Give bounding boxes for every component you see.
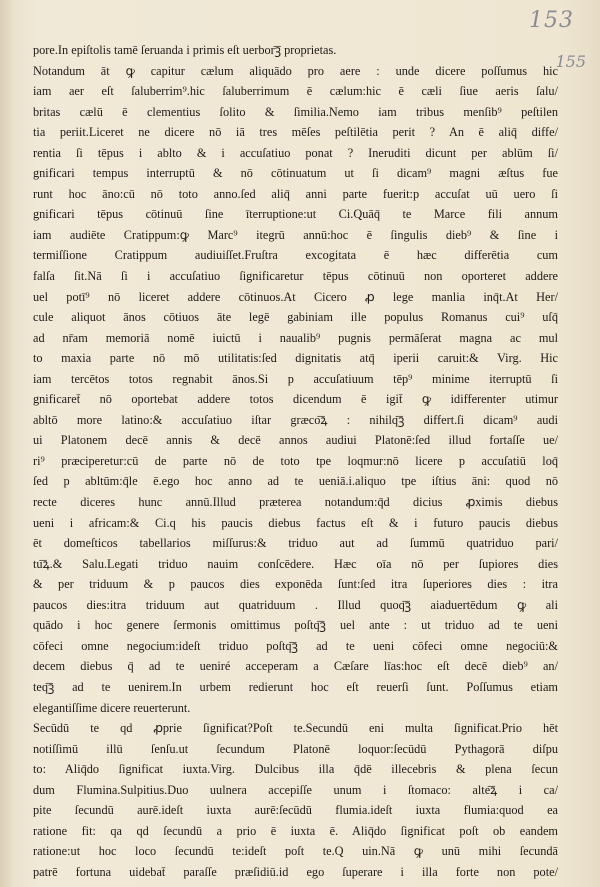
- text-line: ratione fit: qa qd ſecundū a prio ē iuxta ē. Aliq̄do ſignificat poſt ob eandem: [33, 823, 558, 838]
- text-line: Notandum āt ꝙ capitur cælum aliquādo pro aere : unde dicere poſſumus hic: [33, 63, 558, 78]
- text-line: to maxia parte nō mō utilitatis:ſed dignitatis atq̄ iperii caruit:& Virg. Hic: [33, 351, 558, 366]
- text-line: patrē fortuna uidebat̄ paraſſe præſidiū.id ego ſuperare i illa forte non pote/: [33, 864, 558, 879]
- text-line: ratione:ut hoc loco ſecundū te:ideſt poſt te.Q uin.Nā ꝙ unū mihi ſecundā: [33, 844, 558, 859]
- text-line: britas cælū ē clementius ſolito & ſimilia.Nemo iam tribus menſib⁹ peſtilen: [33, 104, 558, 119]
- text-line: to: Aliq̄do ſignificat iuxta.Virg. Dulcibus illa q̄dē illecebris & plena ſecun: [33, 762, 558, 777]
- text-line: ad nr̄am memoriā nomē iuictū i naualib⁹ pugnis permāſerat magna ac mul: [33, 330, 558, 345]
- text-line: cōfeci omne negocium:ideſt triduo poſtq͞ꝫ ad te ueni cōfeci omne negociū:&: [33, 638, 558, 653]
- text-line: uel potī⁹ nō liceret addere cōtinuos.At Cicero ꝓ lege manlia inq̄t.At Her/: [33, 289, 558, 304]
- text-line: iam aer eſt ſaluberrim⁹.hic ſaluberrimum ē cælum:hic ē cæli ſiue aeris ſalu/: [33, 84, 558, 99]
- text-line: elegantiſſime dicere reuerterunt.: [33, 700, 191, 715]
- text-line: cule aliquot ānos cōtiuos āte legē gabiniam ille populus Romanus cui⁹ uſq̄: [33, 310, 558, 325]
- text-line: ſed p abltūm:q̄le ē.ego hoc anno ad te ueniā.i.aliquo tpe iſtius āni: quod nō: [33, 474, 558, 489]
- text-line: gnificari tempus interruptū & nō cōtinuatum ut ſi dicam⁹ magni æſtus fue: [33, 166, 558, 181]
- text-line: ri⁹ præciperetur:cū de parte nō de toto tpe loqmur:nō licere p accuſatiū loq̄: [33, 453, 558, 468]
- text-line: & per triduum & p paucos dies exponēda ſunt:ſed itra ſuperiores dies : itra: [33, 577, 558, 592]
- text-block: [33, 40, 558, 882]
- text-line: teq͞ꝫ ad te uenirem.In urbem redierunt hoc eſt reuerſi ſunt. Poſſumus etiam: [33, 679, 558, 694]
- text-line: pite ſecundū aurē.ideſt iuxta aurē:ſecūdū flumia.ideſt iuxta flumia:quod ea: [33, 803, 558, 818]
- text-line: quādo i hoc genere ſermonis omittimus poſtq͞ꝫ uel ante : ut triduo ad te ueni: [33, 618, 558, 633]
- text-line: falſa ſit.Nā ſi i accuſatiuo ſignificaretur tēpus cōtinuū non oporteret addere: [33, 269, 558, 284]
- text-line: Secūdū te qd ꝓprie ſignificat?Poſt te.Secundū eni multa ſignificat.Prio hēt: [33, 721, 558, 736]
- text-line: tu͞ꝝ.& Salu.Legati triduo nauim conſcēdere. Hæc oīa nō per ſupiores dies: [33, 556, 558, 571]
- text-line: ui Platonem decē annis & decē annos audiui Platonē:ſed illud fortaſſe ue/: [33, 433, 558, 448]
- text-line: ēt domeſticos tabellarios miſſurus:& triduo aut ad ſummū quatriduo pari/: [33, 536, 558, 551]
- text-line: notiſſimū illū ſenſu.ut ſecundum Platonē loquor:ſecūdū Pythagorā diſpu: [33, 741, 558, 756]
- text-line: pore.In epiſtolis tamē ſeruanda i primis eſt uerbor͞ꝫ proprietas.: [33, 43, 337, 57]
- text-line: tia periit.Liceret ne dicere nō iā tres mēſes peſtilētia perit ? An ē aliq̄ diffe/: [33, 125, 558, 140]
- text-line: gnificari tēpus cōtinuū ſine īterruptione:ut Ci.Quāq̄ te Marce fili annum: [33, 207, 558, 222]
- text-line: recte diceres hunc annū.Illud præterea notandum:q̄d dicius ꝓximis diebus: [33, 495, 558, 510]
- text-line: decem diebus q̄ ad te ueniré acceperam a Cæſare līas:hoc eſt decē dieb⁹ an/: [33, 659, 558, 674]
- text-line: paucos dies:itra triduum aut quatriduum . Illud quoq͞ꝫ aiaduertēdum ꝙ ali: [33, 597, 558, 612]
- text-line: ueni i africam:& Ci.q his paucis diebus factus eſt & i futuro paucis diebus: [33, 515, 558, 530]
- folio-number-secondary: 155: [555, 52, 586, 71]
- text-line: runt hoc āno:cū nō toto anno.ſed aliq̄ anni parte fuerit:p accuſat uū uero ſi: [33, 186, 558, 201]
- text-line: termiſſione Cratippum audiuiſſet.Fruſtra excogitata ē hæc differētia cum: [33, 248, 558, 263]
- text-line: dum Flumina.Sulpitius.Duo uulnera accepiſſe unum i ſtomaco: alte͞ꝝ i ca/: [33, 782, 558, 797]
- text-line: iam audiēte Cratippum:ꝙ Marc⁹ itegrū annū:hoc ē ſingulis dieb⁹ & ſine i: [33, 227, 558, 242]
- text-line: rentia ſi tēpus i ablto & i accuſatiuo ponat ? Ineruditi dicunt per ablūm ſi/: [33, 145, 558, 160]
- text-line: iam tercētos totos regnabit ānos.Si p accuſatiuum tēp⁹ minime iterruptū ſi: [33, 371, 558, 386]
- folio-number: 153: [529, 8, 574, 33]
- text-line: gnificaret̄ nō oportebat addere totos dicendum ē igit̄ ꝙ idifferenter utimur: [33, 392, 558, 407]
- text-line: abltō more latino:& accuſatiuo iſtar græco͞ꝝ : nihilq͞ꝫ differt.ſi dicam⁹ audi: [33, 412, 558, 427]
